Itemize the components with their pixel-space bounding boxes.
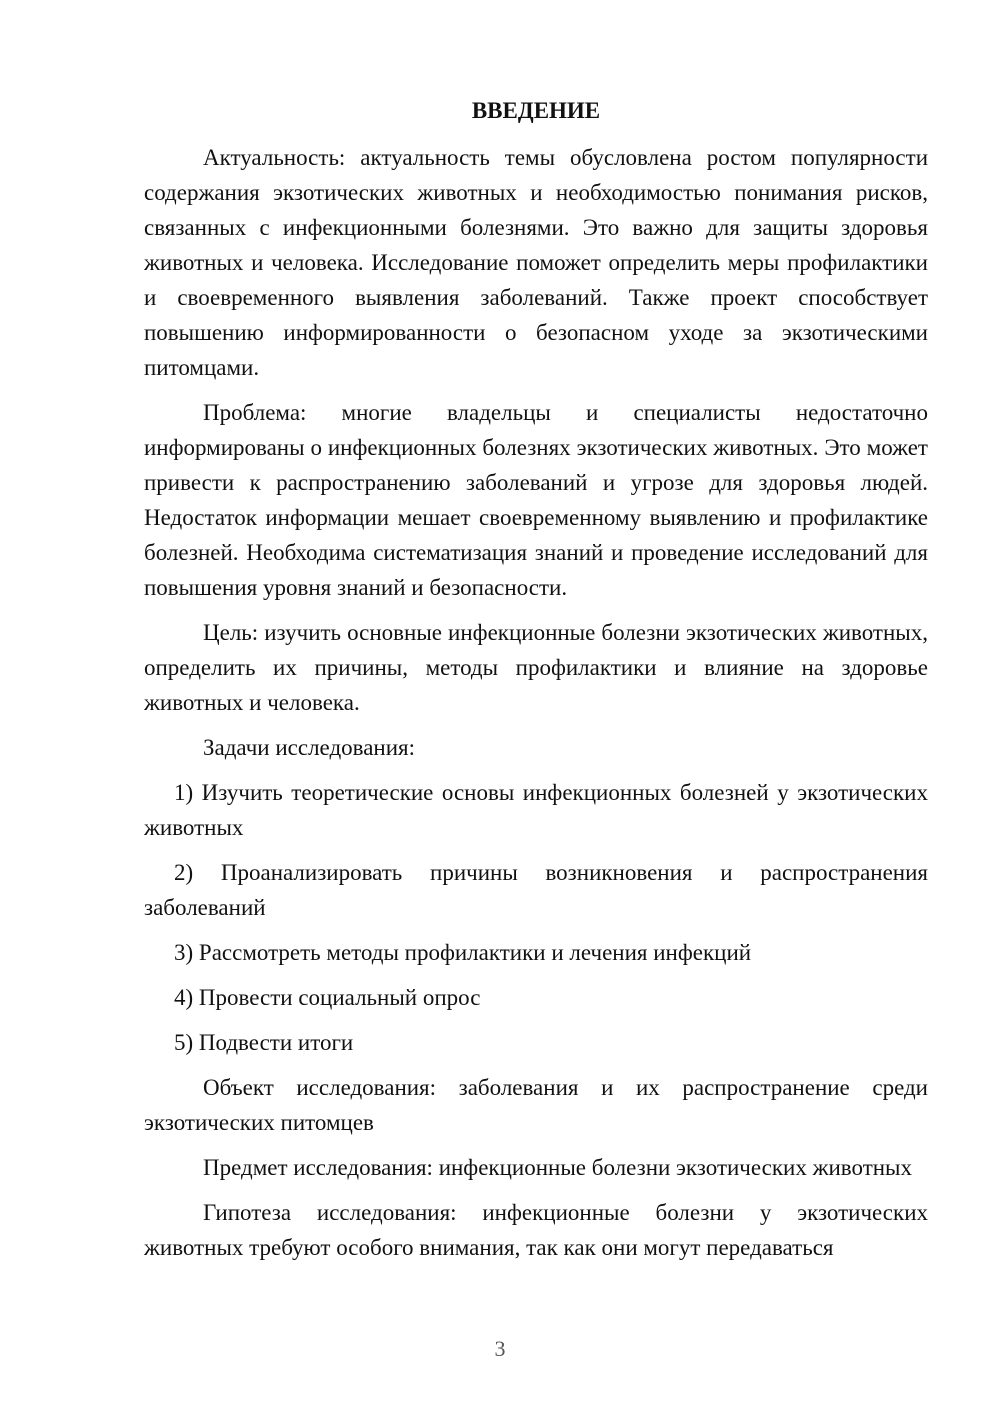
tasks-heading: Задачи исследования: <box>203 735 416 760</box>
task-item-1: 1) Изучить теоретические основы инфекционных болезней у экзотических животных <box>144 780 928 840</box>
section-title: ВВЕДЕНИЕ <box>471 98 601 123</box>
document-page <box>144 95 928 1275</box>
task-item-5: 5) Подвести итоги <box>174 1030 354 1055</box>
goal-paragraph: Цель: изучить основные инфекционные болезни экзотических животных, определить их причины, методы профилактики и влияние на здоровье животных и человека. <box>144 620 928 715</box>
subject-paragraph: Предмет исследования: инфекционные болезни экзотических животных <box>203 1155 913 1180</box>
task-item-4: 4) Провести социальный опрос <box>174 985 481 1010</box>
hypothesis-paragraph: Гипотеза исследования: инфекционные болезни у экзотических животных требуют особого внимания, так как они могут передаваться <box>144 1200 928 1260</box>
object-paragraph: Объект исследования: заболевания и их распространение среди экзотических питомцев <box>144 1075 928 1135</box>
page-number: 3 <box>494 1336 506 1361</box>
problem-paragraph: Проблема: многие владельцы и специалисты недостаточно информированы о инфекционных болезнях экзотических животных. Это может привести к распространению заболеваний и угрозе для здоровья людей. Недостаток информации мешает своевременному выявлению и профилактике болезней. Необходима систематизация знаний и проведение исследований для повышения уровня знаний и безопасности. <box>144 400 928 600</box>
task-item-3: 3) Рассмотреть методы профилактики и лечения инфекций <box>174 940 752 965</box>
relevance-paragraph: Актуальность: актуальность темы обусловлена ростом популярности содержания экзотических животных и необходимостью понимания рисков, связанных с инфекционными болезнями. Это важно для защиты здоровья животных и человека. Исследование поможет определить меры профилактики и своевременного выявления заболеваний. Также проект способствует повышению информированности о безопасном уходе за экзотическими питомцами. <box>144 145 928 380</box>
task-item-2: 2) Проанализировать причины возникновения и распространения заболеваний <box>144 860 928 920</box>
